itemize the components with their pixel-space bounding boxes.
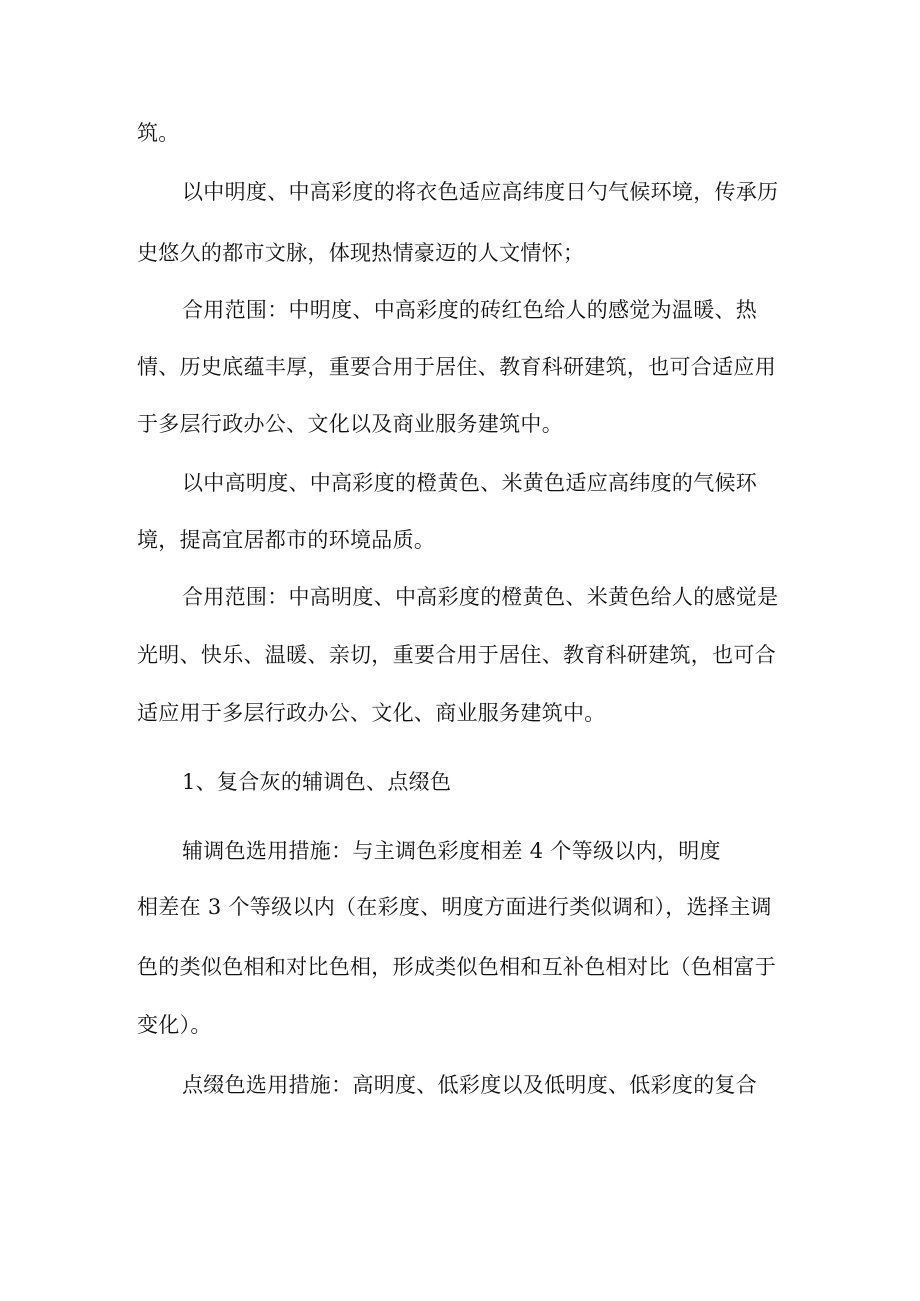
text-line: 适应用于多层行政办公、文化、商业服务建筑中。: [137, 701, 606, 725]
text-line: 于多层行政办公、文化以及商业服务建筑中。: [137, 412, 563, 436]
paragraph-line: 辅调色选用措施：与主调色彩度相差 4 个等级以内，明度: [182, 839, 721, 863]
paragraph-line: 点缀色选用措施：高明度、低彩度以及低明度、低彩度的复合: [182, 1073, 758, 1097]
paragraph-line: 合用范围：中高明度、中高彩度的橙黄色、米黄色给人的感觉是: [182, 585, 779, 609]
paragraph-line: 以中明度、中高彩度的将衣色适应高纬度日勺气候环境，传承历: [182, 180, 779, 204]
paragraph-line: 合用范围：中明度、中高彩度的砖红色给人的感觉为温暖、热: [182, 298, 758, 322]
text-line: 相差在 3 个等级以内（在彩度、明度方面进行类似调和），选择主调: [137, 895, 772, 919]
text-line: 史悠久的都市文脉，体现热情豪迈的人文情怀；: [137, 241, 585, 265]
text-line: 光明、快乐、温暖、亲切，重要合用于居住、教育科研建筑，也可合: [137, 643, 776, 667]
text-line: 情、历史底蕴丰厚，重要合用于居住、教育科研建筑，也可合适应用: [137, 355, 776, 379]
text-line: 变化）。: [137, 1013, 212, 1037]
section-heading: 1、复合灰的辅调色、点缀色: [182, 770, 452, 794]
text-line: 筑。: [137, 121, 180, 145]
paragraph-line: 以中高明度、中高彩度的橙黄色、米黄色适应高纬度的气候环: [182, 471, 758, 495]
text-line: 境，提高宜居都市的环境品质。: [137, 528, 436, 552]
text-line: 色的类似色相和对比色相，形成类似色相和互补色相对比（色相富于: [137, 955, 776, 979]
